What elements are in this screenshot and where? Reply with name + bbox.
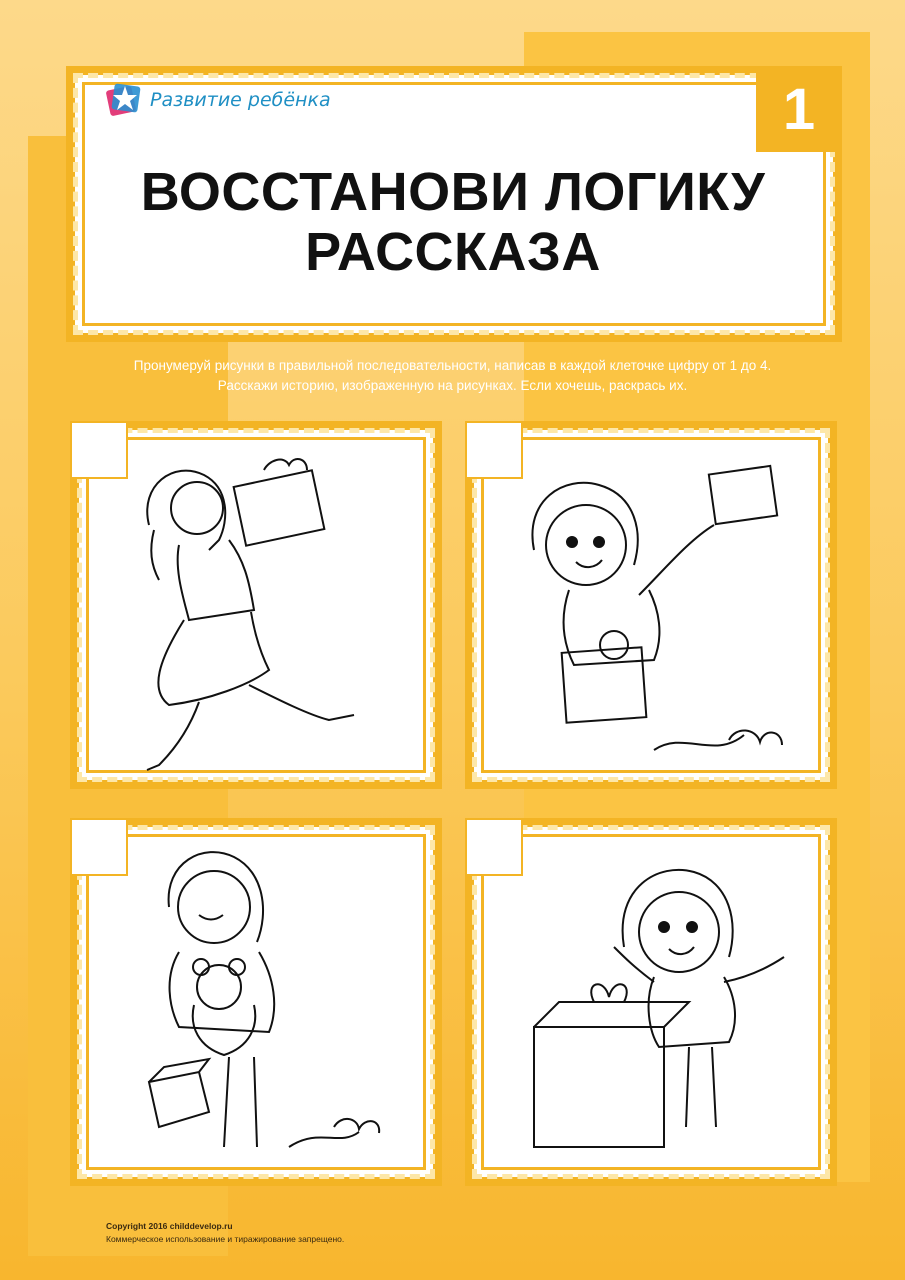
copyright-text: Copyright 2016 childdevelop.ru <box>106 1221 233 1231</box>
story-panel-3 <box>70 818 442 1186</box>
story-panel-1 <box>70 421 442 789</box>
instructions <box>40 356 865 396</box>
number-entry-box[interactable] <box>465 421 523 479</box>
number-entry-box[interactable] <box>465 818 523 876</box>
title-line-1: ВОССТАНОВИ ЛОГИКУ <box>140 162 766 222</box>
page-title <box>80 162 826 282</box>
footer <box>106 1220 344 1246</box>
girl-with-wrapped-gift-illustration <box>474 827 828 1177</box>
story-panel-2 <box>465 421 837 789</box>
usage-notice: Коммерческое использование и тиражирование запрещено. <box>106 1234 345 1244</box>
number-entry-box[interactable] <box>70 421 128 479</box>
brand-logo <box>106 82 331 118</box>
girl-opening-gift-illustration <box>474 430 828 780</box>
sheet-number-badge: 1 <box>756 66 842 152</box>
story-panel-4 <box>465 818 837 1186</box>
number-entry-box[interactable] <box>70 818 128 876</box>
logo-star-icon <box>106 82 144 118</box>
logo-text: Развитие ребёнка <box>150 89 331 111</box>
girl-carrying-gift-illustration <box>79 430 433 780</box>
title-line-2: РАССКАЗА <box>305 222 601 282</box>
instruction-line-1: Пронумеруй рисунки в правильной последовательности, написав в каждой клеточке цифру от 1 до 4. <box>133 358 772 373</box>
girl-hugging-teddy-bear-illustration <box>79 827 433 1177</box>
instruction-line-2: Расскажи историю, изображенную на рисунках. Если хочешь, раскрась их. <box>217 378 688 393</box>
